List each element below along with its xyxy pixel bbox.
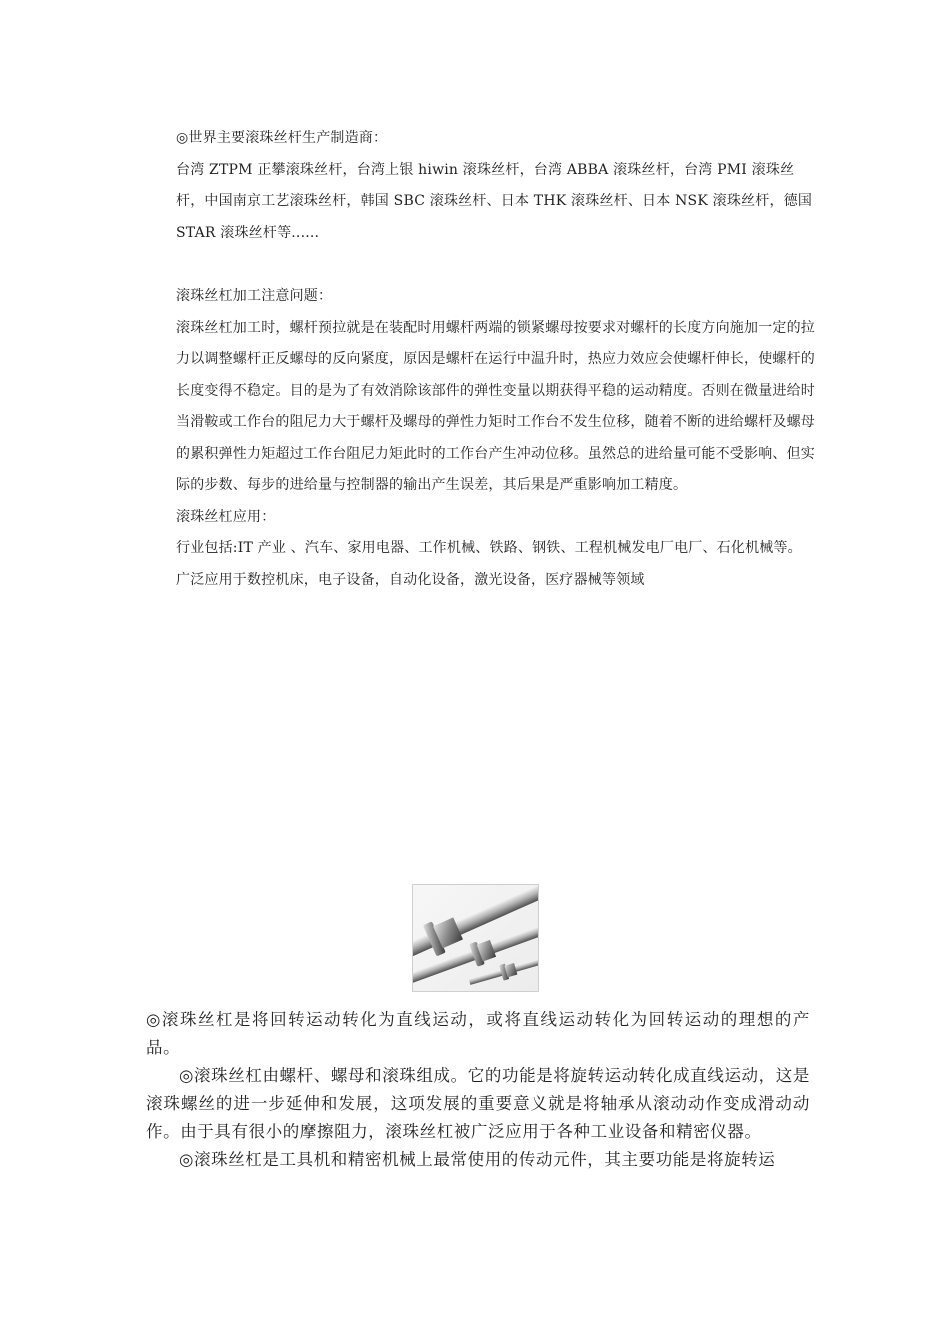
section-spacer	[176, 249, 816, 281]
manufacturers-heading: ◎世界主要滚珠丝杆生产制造商：	[176, 130, 388, 146]
ball-screw-illustration	[413, 885, 538, 991]
lower-text-section	[146, 1006, 810, 1174]
processing-paragraph: 滚珠丝杠加工时，螺杆预拉就是在装配时用螺杆两端的锁紧螺母按要求对螺杆的长度方向施加一定的拉力以调整螺杆正反螺母的反向紧度，原因是螺杆在运行中温升时，热应力效应会使螺杆伸长，使螺杆的长度变得不稳定。目的是为了有效消除该部件的弹性变量以期获得平稳的运动精度。否则在微量进给时当滑鞍或工作台的阻尼力大于螺杆及螺母的弹性力矩时工作台不发生位移，随着不断的进给螺杆及螺母的累积弹性力矩超过工作台阻尼力矩此时的工作台产生冲动位移。虽然总的进给量可能不受影响、但实际的步数、每步的进给量与控制器的输出产生误差，其后果是严重影响加工精度。	[176, 319, 815, 493]
processing-heading: 滚珠丝杠加工注意问题：	[176, 288, 333, 304]
upper-text-section	[176, 123, 816, 596]
application-heading: 滚珠丝杠应用：	[176, 508, 276, 525]
fields-paragraph: 广泛应用于数控机床，电子设备，自动化设备，激光设备，医疗器械等领域	[176, 571, 645, 588]
intro-paragraph-1: ◎滚珠丝杠是将回转运动转化为直线运动，或将直线运动转化为回转运动的理想的产品。	[146, 1010, 810, 1057]
manufacturers-paragraph: 台湾 ZTPM 正攀滚珠丝杆，台湾上银 hiwin 滚珠丝杆，台湾 ABBA 滚珠丝杆，台湾 PMI 滚珠丝杆，中国南京工艺滚珠丝杆，韩国 SBC 滚珠丝杆、日本 THK 滚珠丝杆、日本 NSK 滚珠丝杆，德国 STAR 滚珠丝杆等......	[176, 161, 813, 241]
industries-paragraph: 行业包括:IT 产业 、汽车、家用电器、工作机械、铁路、钢铁、工程机械发电厂电厂、石化机械等。	[176, 540, 802, 556]
intro-paragraph-3: ◎滚珠丝杠是工具机和精密机械上最常使用的传动元件，其主要功能是将旋转运	[179, 1150, 776, 1169]
intro-paragraph-2: ◎滚珠丝杠由螺杆、螺母和滚珠组成。它的功能是将旋转运动转化成直线运动，这是滚珠螺丝的进一步延伸和发展，这项发展的重要意义就是将轴承从滚动动作变成滑动动作。由于具有很小的摩擦阻力，滚珠丝杠被广泛应用于各种工业设备和精密仪器。	[146, 1066, 810, 1141]
ball-screw-product-photo	[412, 884, 539, 992]
